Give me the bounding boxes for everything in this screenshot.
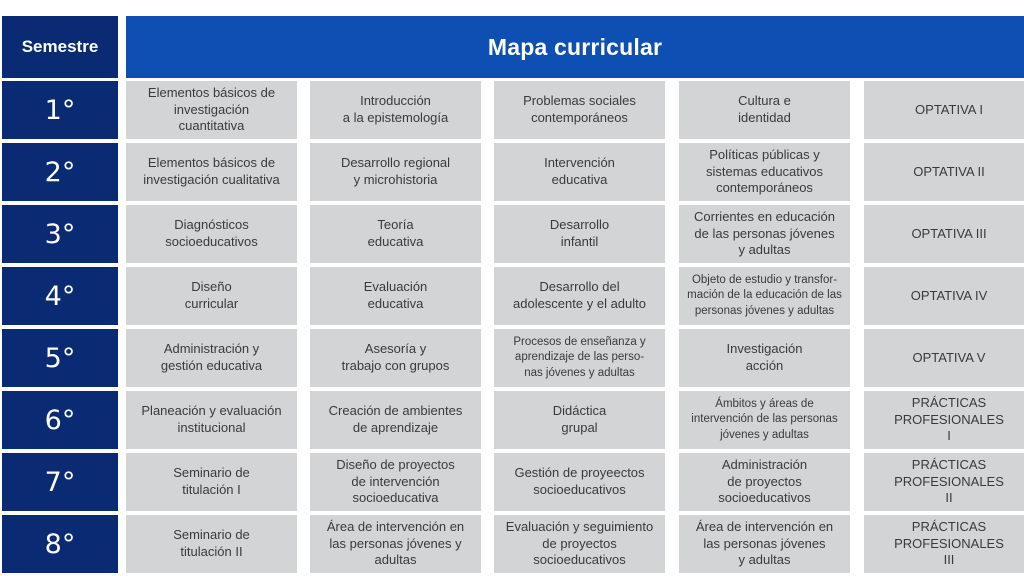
course-name: OPTATIVA III — [911, 225, 987, 241]
course-name: Intervención educativa — [544, 155, 615, 187]
course-cell — [679, 329, 850, 387]
course-cell — [679, 453, 850, 511]
course-name: Corrientes en educación de las personas jóvenes y adultas — [694, 208, 835, 258]
course-cell — [126, 329, 297, 387]
course-cell — [310, 143, 481, 201]
course-name: Desarrollo regional y microhistoria — [340, 155, 451, 187]
elective-cell — [864, 205, 1024, 263]
course-cell — [494, 143, 665, 201]
course-cell — [310, 205, 481, 263]
course-name: Evaluación y seguimiento de proyectos socioeducativos — [505, 518, 654, 568]
course-name: Procesos de enseñanza y aprendizaje de las perso- nas jóvenes y adultas — [513, 336, 646, 379]
course-name: OPTATIVA II — [913, 163, 985, 179]
course-name: Diagnósticos socioeducativos — [165, 217, 258, 249]
semester-number: 3° — [2, 205, 118, 263]
course-name: Diseño de proyectos de intervención socioeducativa — [336, 456, 455, 506]
course-name: PRÁCTICAS PROFESIONALES II — [894, 456, 1004, 506]
course-name: Desarrollo del adolescente y el adulto — [513, 279, 646, 311]
semester-number: 4° — [2, 267, 118, 325]
course-name: Planeación y evaluación institucional — [141, 403, 282, 435]
course-name: Seminario de titulación I — [173, 465, 250, 497]
page-title: Mapa curricular — [487, 33, 663, 60]
course-cell — [494, 329, 665, 387]
course-cell — [494, 515, 665, 573]
course-cell — [494, 267, 665, 325]
course-cell — [310, 329, 481, 387]
course-cell — [494, 391, 665, 449]
course-name: Elementos básicos de investigación cualitativa — [143, 155, 280, 187]
course-name: Objeto de estudio y transfor- mación de la educación de las personas jóvenes y adultas — [687, 274, 842, 317]
course-cell — [679, 205, 850, 263]
course-name: OPTATIVA I — [915, 101, 983, 117]
course-cell — [310, 81, 481, 139]
course-name: Asesoría y trabajo con grupos — [341, 341, 450, 373]
course-cell — [494, 205, 665, 263]
course-cell — [126, 515, 297, 573]
course-name: Problemas sociales contemporáneos — [523, 93, 636, 125]
course-cell — [310, 515, 481, 573]
course-name: Políticas públicas y sistemas educativos contemporáneos — [705, 146, 824, 196]
elective-cell — [864, 329, 1024, 387]
semester-number: 1° — [2, 81, 118, 139]
course-cell — [679, 143, 850, 201]
course-cell — [310, 267, 481, 325]
course-name: Investigación acción — [726, 341, 803, 373]
course-cell — [310, 453, 481, 511]
course-name: Área de intervención en las personas jóvenes y adultas — [695, 518, 834, 568]
course-cell — [679, 267, 850, 325]
semester-number: 8° — [2, 515, 118, 573]
semester-number: 2° — [2, 143, 118, 201]
course-name: Elementos básicos de investigación cuantitativa — [147, 84, 276, 134]
course-name: Evaluación educativa — [363, 279, 428, 311]
elective-cell — [864, 81, 1024, 139]
semester-number: 6° — [2, 391, 118, 449]
elective-cell — [864, 143, 1024, 201]
course-name: PRÁCTICAS PROFESIONALES I — [894, 394, 1004, 444]
course-name: Administración de proyectos socioeducativos — [718, 456, 811, 506]
course-name: Administración y gestión educativa — [160, 341, 263, 373]
course-name: Área de intervención en las personas jóvenes y adultas — [326, 518, 465, 568]
course-cell — [126, 453, 297, 511]
course-name: OPTATIVA V — [912, 349, 986, 365]
course-name: Gestión de proyeectos socioeducativos — [514, 465, 645, 497]
course-cell — [126, 267, 297, 325]
course-name: Creación de ambientes de aprendizaje — [328, 403, 463, 435]
course-cell — [494, 453, 665, 511]
course-name: Diseño curricular — [184, 279, 239, 311]
course-cell — [126, 391, 297, 449]
elective-cell — [864, 391, 1024, 449]
elective-cell — [864, 453, 1024, 511]
course-cell — [679, 391, 850, 449]
course-name: Desarrollo infantil — [549, 217, 610, 249]
course-name: Cultura e identidad — [738, 93, 791, 125]
elective-cell — [864, 267, 1024, 325]
course-name: Seminario de titulación II — [173, 527, 250, 559]
course-name: Introducción a la epistemología — [342, 93, 449, 125]
course-cell — [126, 205, 297, 263]
semester-number: 7° — [2, 453, 118, 511]
course-name: OPTATIVA IV — [910, 287, 988, 303]
course-cell — [126, 143, 297, 201]
course-name: Teoría educativa — [367, 217, 424, 249]
semester-header-label: Semestre — [21, 37, 99, 56]
course-name: PRÁCTICAS PROFESIONALES III — [894, 518, 1004, 568]
course-cell — [679, 515, 850, 573]
course-cell — [679, 81, 850, 139]
course-name: Didáctica grupal — [552, 403, 607, 435]
course-cell — [310, 391, 481, 449]
semester-number: 5° — [2, 329, 118, 387]
course-cell — [126, 81, 297, 139]
course-cell — [494, 81, 665, 139]
elective-cell — [864, 515, 1024, 573]
course-name: Ámbitos y áreas de intervención de las personas jóvenes y adultas — [691, 398, 838, 441]
